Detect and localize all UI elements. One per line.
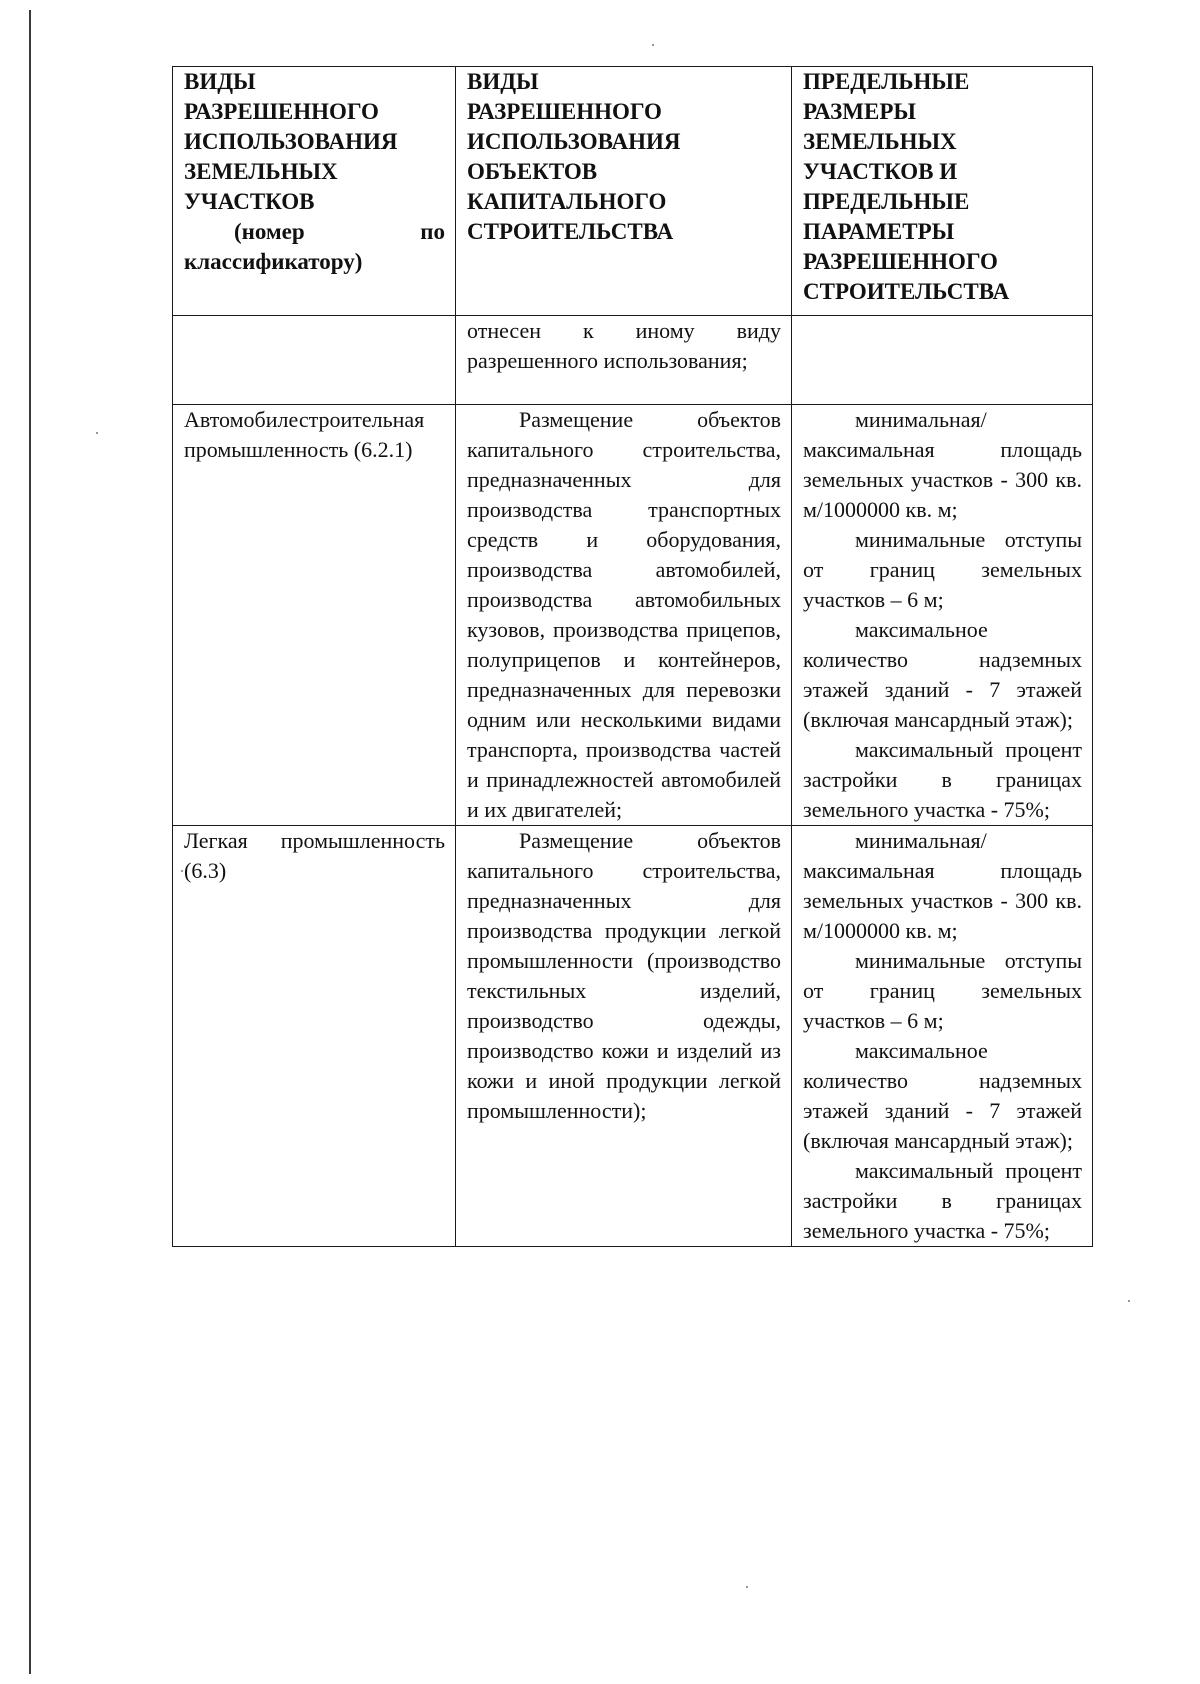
header-capital-construction-kinds: [456, 67, 792, 316]
header-classifier-end: классификатору): [184, 249, 363, 274]
cell-capital-objects: Размещение объектов капитального строительства, предназначенных для производства продукции легкой промышленности (производство текстильных изделий, производство одежды, производство кожи и изделий из кожи и иной продукции легкой промышленности);: [456, 826, 792, 1247]
param-setbacks: минимальные отступы от границ земельных участков – 6 м;: [803, 527, 1082, 612]
header-land-use-kinds: [173, 67, 456, 316]
scan-speck: [746, 1586, 748, 1588]
header-limit-parameters: [792, 67, 1093, 316]
table-row: [173, 316, 1093, 405]
param-building-coverage: максимальный процент застройки в границах земельного участка - 75%;: [803, 737, 1082, 822]
param-setbacks: минимальные отступы от границ земельных участков – 6 м;: [803, 948, 1082, 1033]
cell-land-use-kind: Автомобилестроительная промышленность (6.2.1): [173, 405, 456, 826]
cell-limit-parameters: [792, 826, 1093, 1247]
header-classifier-number: [184, 217, 445, 247]
header-limit-parameters-title: ПРЕДЕЛЬНЫЕ РАЗМЕРЫ ЗЕМЕЛЬНЫХ УЧАСТКОВ И ПРЕДЕЛЬНЫЕ ПАРАМЕТРЫ РАЗРЕШЕННОГО СТРОИТЕЛЬСТВА: [803, 69, 1010, 304]
cell-limit-parameters: [792, 405, 1093, 826]
scan-margin-line: [29, 10, 31, 1674]
scan-speck: [1128, 1300, 1130, 1302]
table-header-row: [173, 67, 1093, 316]
header-classifier-by: по: [420, 219, 445, 244]
param-floors: максимальное количество надземных этажей зданий - 7 этажей (включая мансардный этаж);: [803, 617, 1082, 732]
scan-speck: [652, 44, 654, 46]
param-plot-area: минимальная/максимальная площадь земельных участков - 300 кв. м/1000000 кв. м;: [803, 407, 1082, 522]
table-row: [173, 405, 1093, 826]
param-building-coverage: максимальный процент застройки в границах земельного участка - 75%;: [803, 1158, 1082, 1243]
scan-speck: [96, 432, 98, 434]
param-plot-area: минимальная/максимальная площадь земельных участков - 300 кв. м/1000000 кв. м;: [803, 828, 1082, 943]
header-capital-construction-title: ВИДЫ РАЗРЕШЕННОГО ИСПОЛЬЗОВАНИЯ ОБЪЕКТОВ КАПИТАЛЬНОГО СТРОИТЕЛЬСТВА: [467, 69, 681, 244]
cell-capital-objects: отнесен к иному виду разрешенного использования;: [456, 316, 792, 405]
cell-limit-parameters: [792, 316, 1093, 405]
table-row: [173, 826, 1093, 1247]
cell-land-use-kind: Легкая промышленность (6.3): [173, 826, 456, 1247]
header-classifier-open: (номер: [234, 219, 305, 244]
param-floors: максимальное количество надземных этажей зданий - 7 этажей (включая мансардный этаж);: [803, 1038, 1082, 1153]
zoning-regulations-table: [172, 66, 1093, 1247]
cell-land-use-kind: [173, 316, 456, 405]
header-land-use-title: ВИДЫ РАЗРЕШЕННОГО ИСПОЛЬЗОВАНИЯ ЗЕМЕЛЬНЫХ УЧАСТКОВ: [184, 69, 398, 214]
cell-capital-objects: Размещение объектов капитального строительства, предназначенных для производства транспортных средств и оборудования, производства автомобилей, производства автомобильных кузовов, производства прицепов, полуприцепов и контейнеров, предназначенных для перевозки одним или несколькими видами транспорта, производства частей и принадлежностей автомобилей и их двигателей;: [456, 405, 792, 826]
